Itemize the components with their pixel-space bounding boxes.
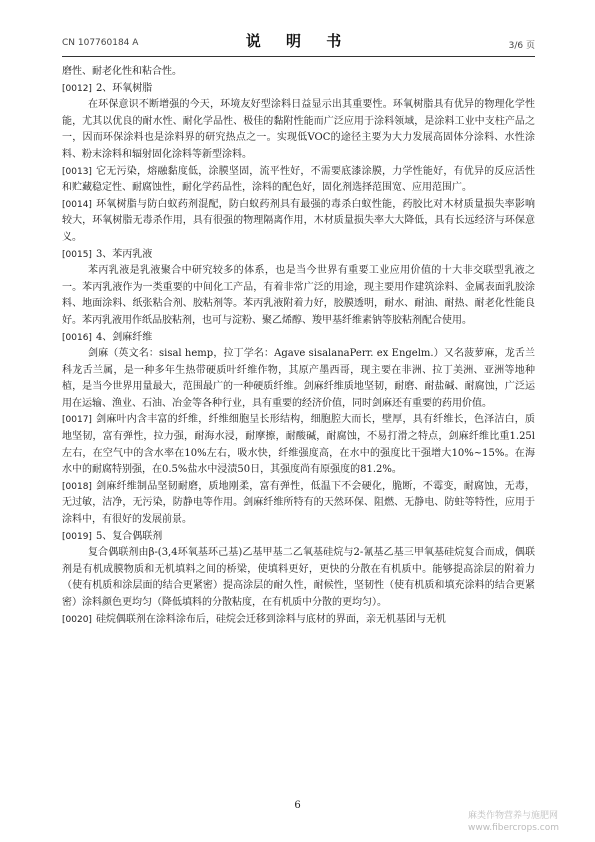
section-heading: 4、剑麻纤维 [95,331,153,343]
paragraph [62,64,535,81]
paragraph-text: 硅烷偶联剂在涂料涂布后，硅烷会迁移到涂料与底材的界面，亲无机基团与无机 [95,613,446,625]
paragraph-text: 它无污染，熔融黏度低，涂膜坚固，流平性好，不需要底漆涂膜，力学性能好，有优异的反应活性和贮藏稳定性、耐腐蚀性，耐化学药品性，涂料的配色好，固化剂选择范围宽、应用范围广。 [62,165,535,194]
paragraph-number: [0014] [62,199,92,210]
section-heading: 5、复合偶联剂 [95,530,163,542]
paragraph-number: [0015] [62,249,92,260]
paragraph-text: 在环保意识不断增强的今天，环境友好型涂料日益显示出其重要性。环氧树脂具有优异的物理化学性能，尤其以优良的耐水性、耐化学品性、极佳的黏附性能而广泛应用于涂料领域，是涂料工业中支柱产品之一，因而环保涂料也是涂料界的研究热点之一。实现低VOC的途径主要为大力发展高固体分涂料、水性涂料、粉末涂料和辐射固化涂料等新型涂料。 [62,99,535,160]
section-heading: 2、环氧树脂 [95,82,153,94]
paragraph [62,247,535,264]
watermark [468,810,559,834]
paragraph [62,330,535,347]
paragraph [62,346,535,412]
watermark-line: 麻类作物营养与施肥网 [468,811,559,821]
paragraph [62,545,535,611]
paragraph-number: [0017] [62,415,92,426]
section-heading: 3、苯丙乳液 [95,248,153,260]
document-title: 说 明 书 [245,32,352,50]
paragraph-number: [0018] [62,481,92,492]
page-reference: 3/6 页 [508,41,535,51]
paragraph [62,612,535,629]
document-body [62,64,535,628]
paragraph-text: 剑麻纤维制品坚韧耐磨，质地刚柔，富有弹性，低温下不会硬化，脆断，不霉变，耐腐蚀，无毒，无过敏，洁净，无污染，防静电等作用。剑麻纤维所特有的天然环保、阻燃、无静电、防蛀等特性，应用于涂料中，有很好的发展前景。 [62,480,535,526]
paragraph-number: [0020] [62,614,92,625]
page-header [62,30,535,54]
paragraph-text: 环氧树脂与防白蚁药剂混配，防白蚁药剂具有最强的毒杀白蚁性能，药胶比对木材质量损失率影响较大，环氧树脂无毒杀作用，具有很强的物理隔离作用，木材质量损失率大大降低，具有长远经济与环保意义。 [62,198,535,243]
paragraph-number: [0013] [62,166,92,177]
paragraph [62,529,535,546]
paragraph [62,81,535,98]
paragraph [62,97,535,163]
paragraph-text: 剑麻（英文名：sisal hemp，拉丁学名：Agave sisalanaPerr. ex Engelm.）又名菠萝麻，龙舌兰科龙舌兰属，是一种多年生热带硬质叶纤维作物，其原产墨西哥，现主要在非洲、拉丁美洲、亚洲等地种植，是当今世界用量最大，范围最广的一种硬质纤维。剑麻纤维质地坚韧，耐磨、耐盐碱、耐腐蚀，广泛运用在运输、渔业、石油、冶金等各种行业，具有重要的经济价值，同时剑麻还有重要的药用价值。 [62,348,535,409]
patent-number: CN 107760184 A [62,38,139,48]
paragraph [62,263,535,329]
watermark-line: www.fibercrops.com [468,823,559,833]
paragraph-text: 剑麻叶内含丰富的纤维，纤维细胞呈长形结构，细胞腔大而长，壁厚，具有纤维长，色泽洁白，质地坚韧，富有弹性，拉力强，耐海水浸，耐摩擦，耐酸碱，耐腐蚀，不易打滑之特点，剑麻纤维比重1.25l左右，在空气中的含水率在10%左右，吸水快，纤维强度高，在水中的强度比干强增大10%~15%。在海水中的耐腐特别强，在0.5%盐水中浸渍50日，其强度尚有原强度的81.2%。 [62,414,535,476]
paragraph-text: 复合偶联剂由β-(3,4环氧基环己基)乙基甲基二乙氧基硅烷与2-氰基乙基三甲氧基硅烷复合而成，偶联剂是有机成膜物质和无机填料之间的桥梁，使填料更好，更快的分散在有机质中。能够提高涂层的附着力（使有机质和涂层面的结合更紧密）提高涂层的耐久性，耐候性，坚韧性（使有机质和填充涂料的结合更紧密）涂料颜色更均匀（降低填料的分散粘度，在有机质中分散的更均匀）。 [62,547,535,608]
paragraph-text: 苯丙乳液是乳液聚合中研究较多的体系，也是当今世界有重要工业应用价值的十大非交联型乳液之一。苯丙乳液作为一类重要的中间化工产品，有着非常广泛的用途，现主要用作建筑涂料、金属表面乳胶涂料、地面涂料、纸张粘合剂、胶粘剂等。苯丙乳液附着力好，胶膜透明，耐水、耐油、耐热、耐老化性能良好。苯丙乳液用作纸品胶粘剂，也可与淀粉、聚乙烯醇、羧甲基纤维素钠等胶粘剂配合使用。 [62,265,535,326]
header-divider [62,56,535,57]
paragraph-number: [0012] [62,83,92,94]
paragraph [62,164,535,197]
page-number: 6 [294,800,301,811]
paragraph-number: [0019] [62,531,92,542]
paragraph-text: 磨性、耐老化性和粘合性。 [62,66,182,77]
paragraph-number: [0016] [62,332,92,343]
paragraph [62,412,535,478]
paragraph [62,479,535,529]
paragraph [62,197,535,247]
